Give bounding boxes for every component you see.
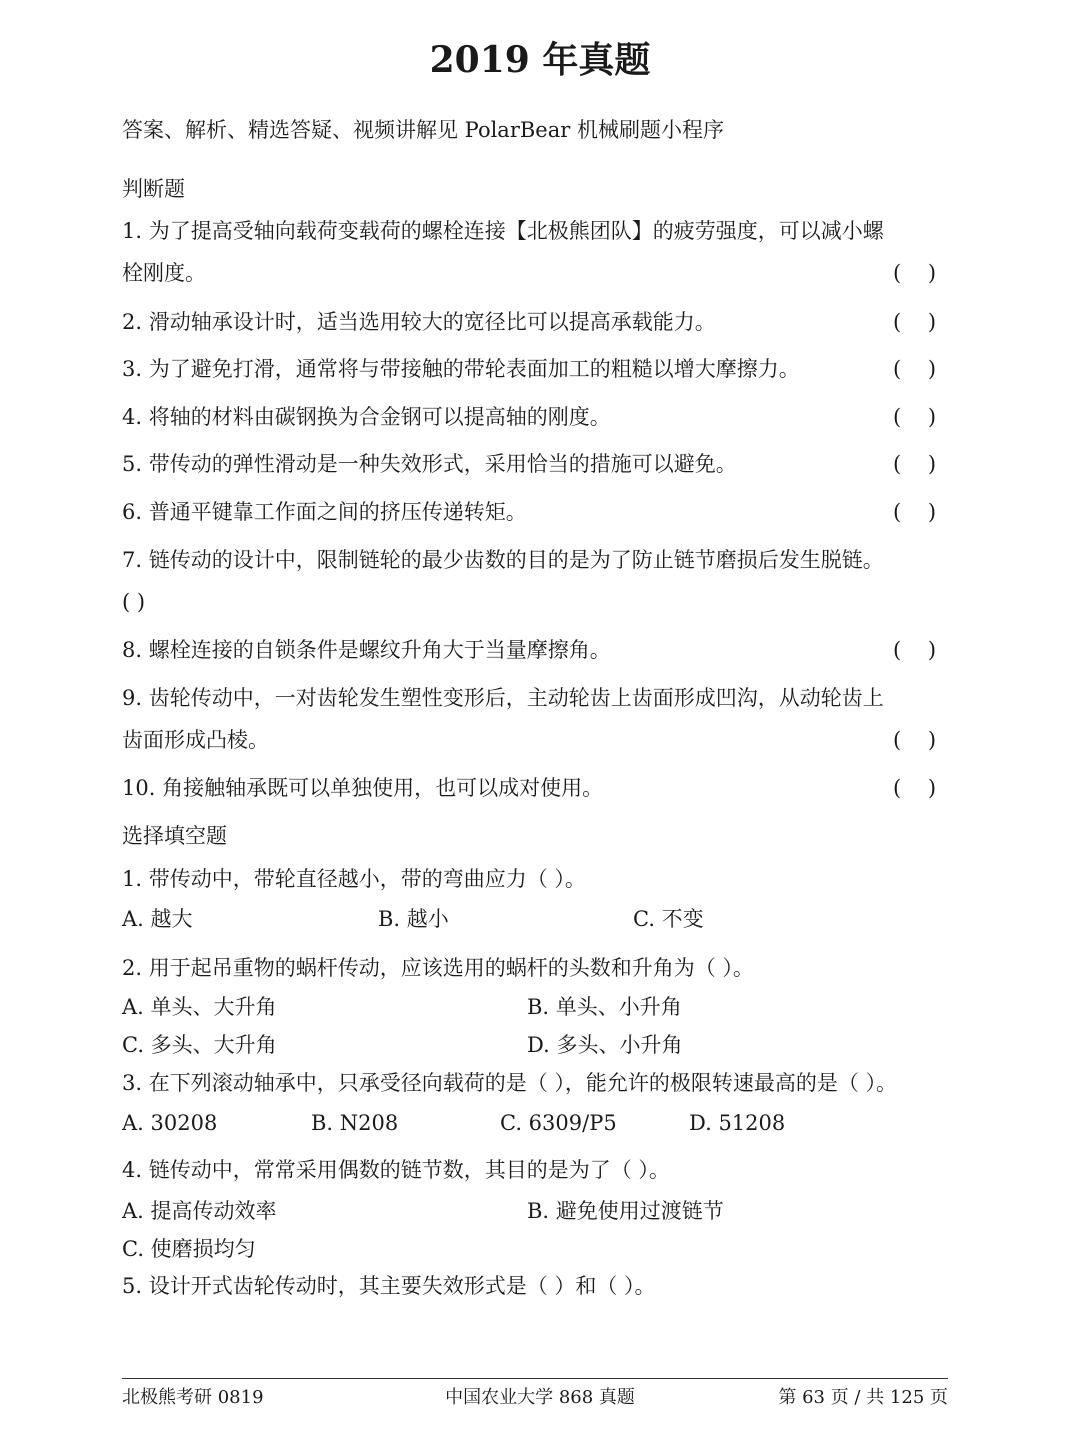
answer-blank: ( ) <box>893 310 937 334</box>
mc-q3-option-a: A. 30208 <box>122 1111 218 1135</box>
answer-blank: ( ) <box>893 405 937 429</box>
tf-question-10: 10. 角接触轴承既可以单独使用，也可以成对使用。 <box>122 776 604 800</box>
tf-question-5: 5. 带传动的弹性滑动是一种失效形式，采用恰当的措施可以避免。 <box>122 452 737 476</box>
mc-q1-option-a: A. 越大 <box>122 907 193 931</box>
tf-question-1-cont: 栓刚度。 <box>122 261 206 285</box>
mc-question-2: 2. 用于起吊重物的蜗杆传动，应该选用的蜗杆的头数和升角为（ ）。 <box>122 956 754 980</box>
mc-q3-option-d: D. 51208 <box>689 1111 786 1135</box>
mc-q2-option-d: D. 多头、小升角 <box>527 1033 683 1057</box>
section-heading-multiple-choice: 选择填空题 <box>122 824 227 848</box>
mc-q4-option-b: B. 避免使用过渡链节 <box>527 1199 724 1223</box>
tf-question-9: 9. 齿轮传动中，一对齿轮发生塑性变形后，主动轮齿上齿面形成凹沟，从动轮齿上 <box>122 686 884 710</box>
mc-question-3: 3. 在下列滚动轴承中，只承受径向载荷的是（ ），能允许的极限转速最高的是（ ）。 <box>122 1071 898 1095</box>
tf-question-9-cont: 齿面形成凸棱。 <box>122 728 269 752</box>
tf-question-4: 4. 将轴的材料由碳钢换为合金钢可以提高轴的刚度。 <box>122 405 611 429</box>
answer-blank: ( ) <box>893 500 937 524</box>
footer-page-number: 第 63 页 / 共 125 页 <box>778 1387 948 1408</box>
mc-q4-option-c: C. 使磨损均匀 <box>122 1237 256 1261</box>
footer-left: 北极熊考研 0819 <box>122 1387 264 1408</box>
mc-q2-option-b: B. 单头、小升角 <box>527 995 682 1019</box>
tf-question-1: 1. 为了提高受轴向载荷变载荷的螺栓连接【北极熊团队】的疲劳强度，可以减小螺 <box>122 219 884 243</box>
answer-blank: ( ) <box>893 357 937 381</box>
mc-q3-option-c: C. 6309/P5 <box>500 1111 617 1135</box>
answer-blank: ( ) <box>893 776 937 800</box>
mc-q4-option-a: A. 提高传动效率 <box>122 1199 277 1223</box>
page-title: 2019 年真题 <box>429 39 651 81</box>
tf-question-7: 7. 链传动的设计中，限制链轮的最少齿数的目的是为了防止链节磨损后发生脱链。 <box>122 548 884 572</box>
answer-blank: ( ) <box>122 590 146 614</box>
mc-q1-option-b: B. 越小 <box>378 907 449 931</box>
answer-blank: ( ) <box>893 638 937 662</box>
mc-q2-option-c: C. 多头、大升角 <box>122 1033 277 1057</box>
footer-divider <box>122 1378 948 1379</box>
subtitle: 答案、解析、精选答疑、视频讲解见 PolarBear 机械刷题小程序 <box>122 118 724 142</box>
tf-question-3: 3. 为了避免打滑，通常将与带接触的带轮表面加工的粗糙以增大摩擦力。 <box>122 357 800 381</box>
mc-q3-option-b: B. N208 <box>311 1111 399 1135</box>
mc-q2-option-a: A. 单头、大升角 <box>122 995 277 1019</box>
answer-blank: ( ) <box>893 261 937 285</box>
mc-question-5: 5. 设计开式齿轮传动时，其主要失效形式是（ ）和（ ）。 <box>122 1274 656 1298</box>
answer-blank: ( ) <box>893 728 937 752</box>
mc-question-4: 4. 链传动中，常常采用偶数的链节数，其目的是为了（ ）。 <box>122 1158 670 1182</box>
section-heading-true-false: 判断题 <box>122 177 185 201</box>
tf-question-8: 8. 螺栓连接的自锁条件是螺纹升角大于当量摩擦角。 <box>122 638 611 662</box>
tf-question-6: 6. 普通平键靠工作面之间的挤压传递转矩。 <box>122 500 527 524</box>
answer-blank: ( ) <box>893 452 937 476</box>
tf-question-2: 2. 滑动轴承设计时，适当选用较大的宽径比可以提高承载能力。 <box>122 310 716 334</box>
footer-center: 中国农业大学 868 真题 <box>445 1387 635 1408</box>
mc-q1-option-c: C. 不变 <box>633 907 704 931</box>
mc-question-1: 1. 带传动中，带轮直径越小，带的弯曲应力（ ）。 <box>122 867 586 891</box>
